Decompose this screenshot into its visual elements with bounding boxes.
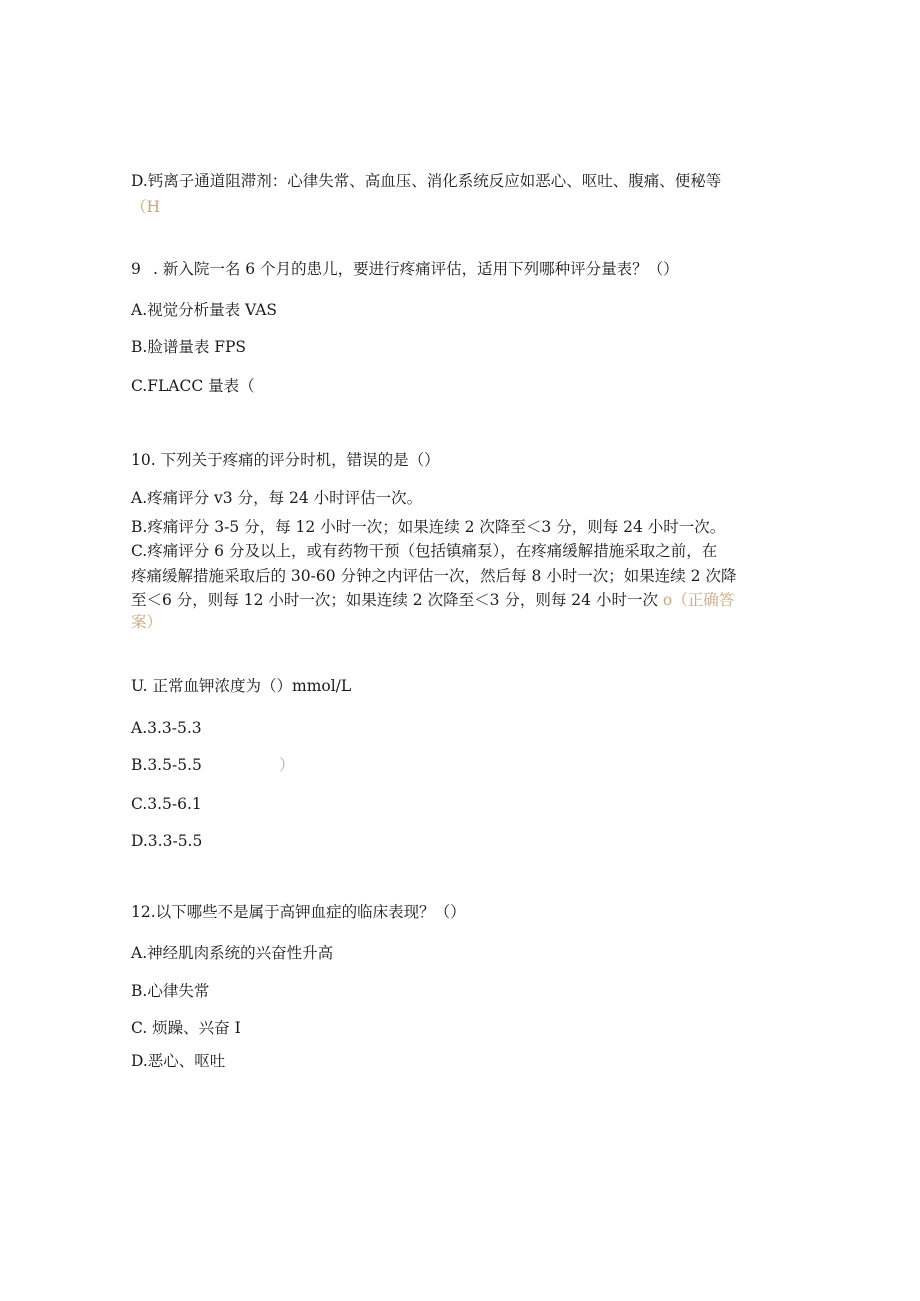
question-11-option-d: D.3.3-5.5 (131, 832, 203, 850)
question-9-text: . 新入院一名 6 个月的患儿，要进行疼痛评估，适用下列哪种评分量表？（） (153, 260, 679, 278)
question-11-option-a: A.3.3-5.3 (131, 719, 202, 737)
question-10: 10. 下列关于疼痛的评分时机，错误的是（） (131, 451, 440, 469)
question-12: 12.以下哪些不是属于高钾血症的临床表现？（） (131, 903, 466, 921)
question-10-option-c-line-1: C.疼痛评分 6 分及以上，或有药物干预（包括镇痛泵），在疼痛缓解措施采取之前，在 (131, 542, 718, 560)
question-12-option-c: C. 烦躁、兴奋 I (131, 1019, 241, 1037)
question-12-option-a: A.神经肌肉系统的兴奋性升高 (131, 944, 334, 962)
question-10-option-a: A.疼痛评分 v3 分，每 24 小时评估一次。 (131, 489, 423, 507)
question-10-answer-mark-continued: 案） (131, 613, 163, 631)
question-12-option-d: D.恶心、呕吐 (131, 1052, 226, 1070)
question-10-option-c-line-3 (131, 590, 734, 610)
question-10-option-c-line-2: 疼痛缓解措施采取后的 30-60 分钟之内评估一次，然后每 8 小时一次；如果连续 2 次降 (131, 567, 737, 585)
question-11-option-b-text: B.3.5-5.5 (131, 756, 202, 774)
question-9-option-b: B.脸谱量表 FPS (131, 338, 247, 356)
question-11-option-b (131, 755, 295, 775)
question-9-option-a: A.视觉分析量表 VAS (131, 301, 278, 319)
question-10-option-b: B.疼痛评分 3-5 分，每 12 小时一次；如果连续 2 次降至＜3 分，则每 24 小时一次。 (131, 518, 726, 536)
question-11-option-c: C.3.5-6.1 (131, 795, 202, 813)
question-9-option-c: C.FLACC 量表（ (131, 377, 255, 395)
question-9 (131, 259, 679, 279)
question-12-option-b: B.心律失常 (131, 982, 210, 1000)
prev-question-option-d: D.钙离子通道阻滞剂：心律失常、高血压、消化系统反应如恶心、呕吐、腹痛、便秘等 (131, 172, 722, 190)
question-11: U. 正常血钾浓度为（）mmol/L (131, 677, 352, 695)
question-10-option-c-line-3-text: 至＜6 分，则每 12 小时一次；如果连续 2 次降至＜3 分，则每 24 小时一次 (131, 591, 658, 609)
prev-question-option-d-answer-mark: （H (131, 198, 161, 216)
question-10-answer-mark: o（正确答 (662, 591, 735, 609)
question-11-answer-mark: ） (279, 756, 295, 774)
question-9-number: 9 (131, 260, 141, 278)
